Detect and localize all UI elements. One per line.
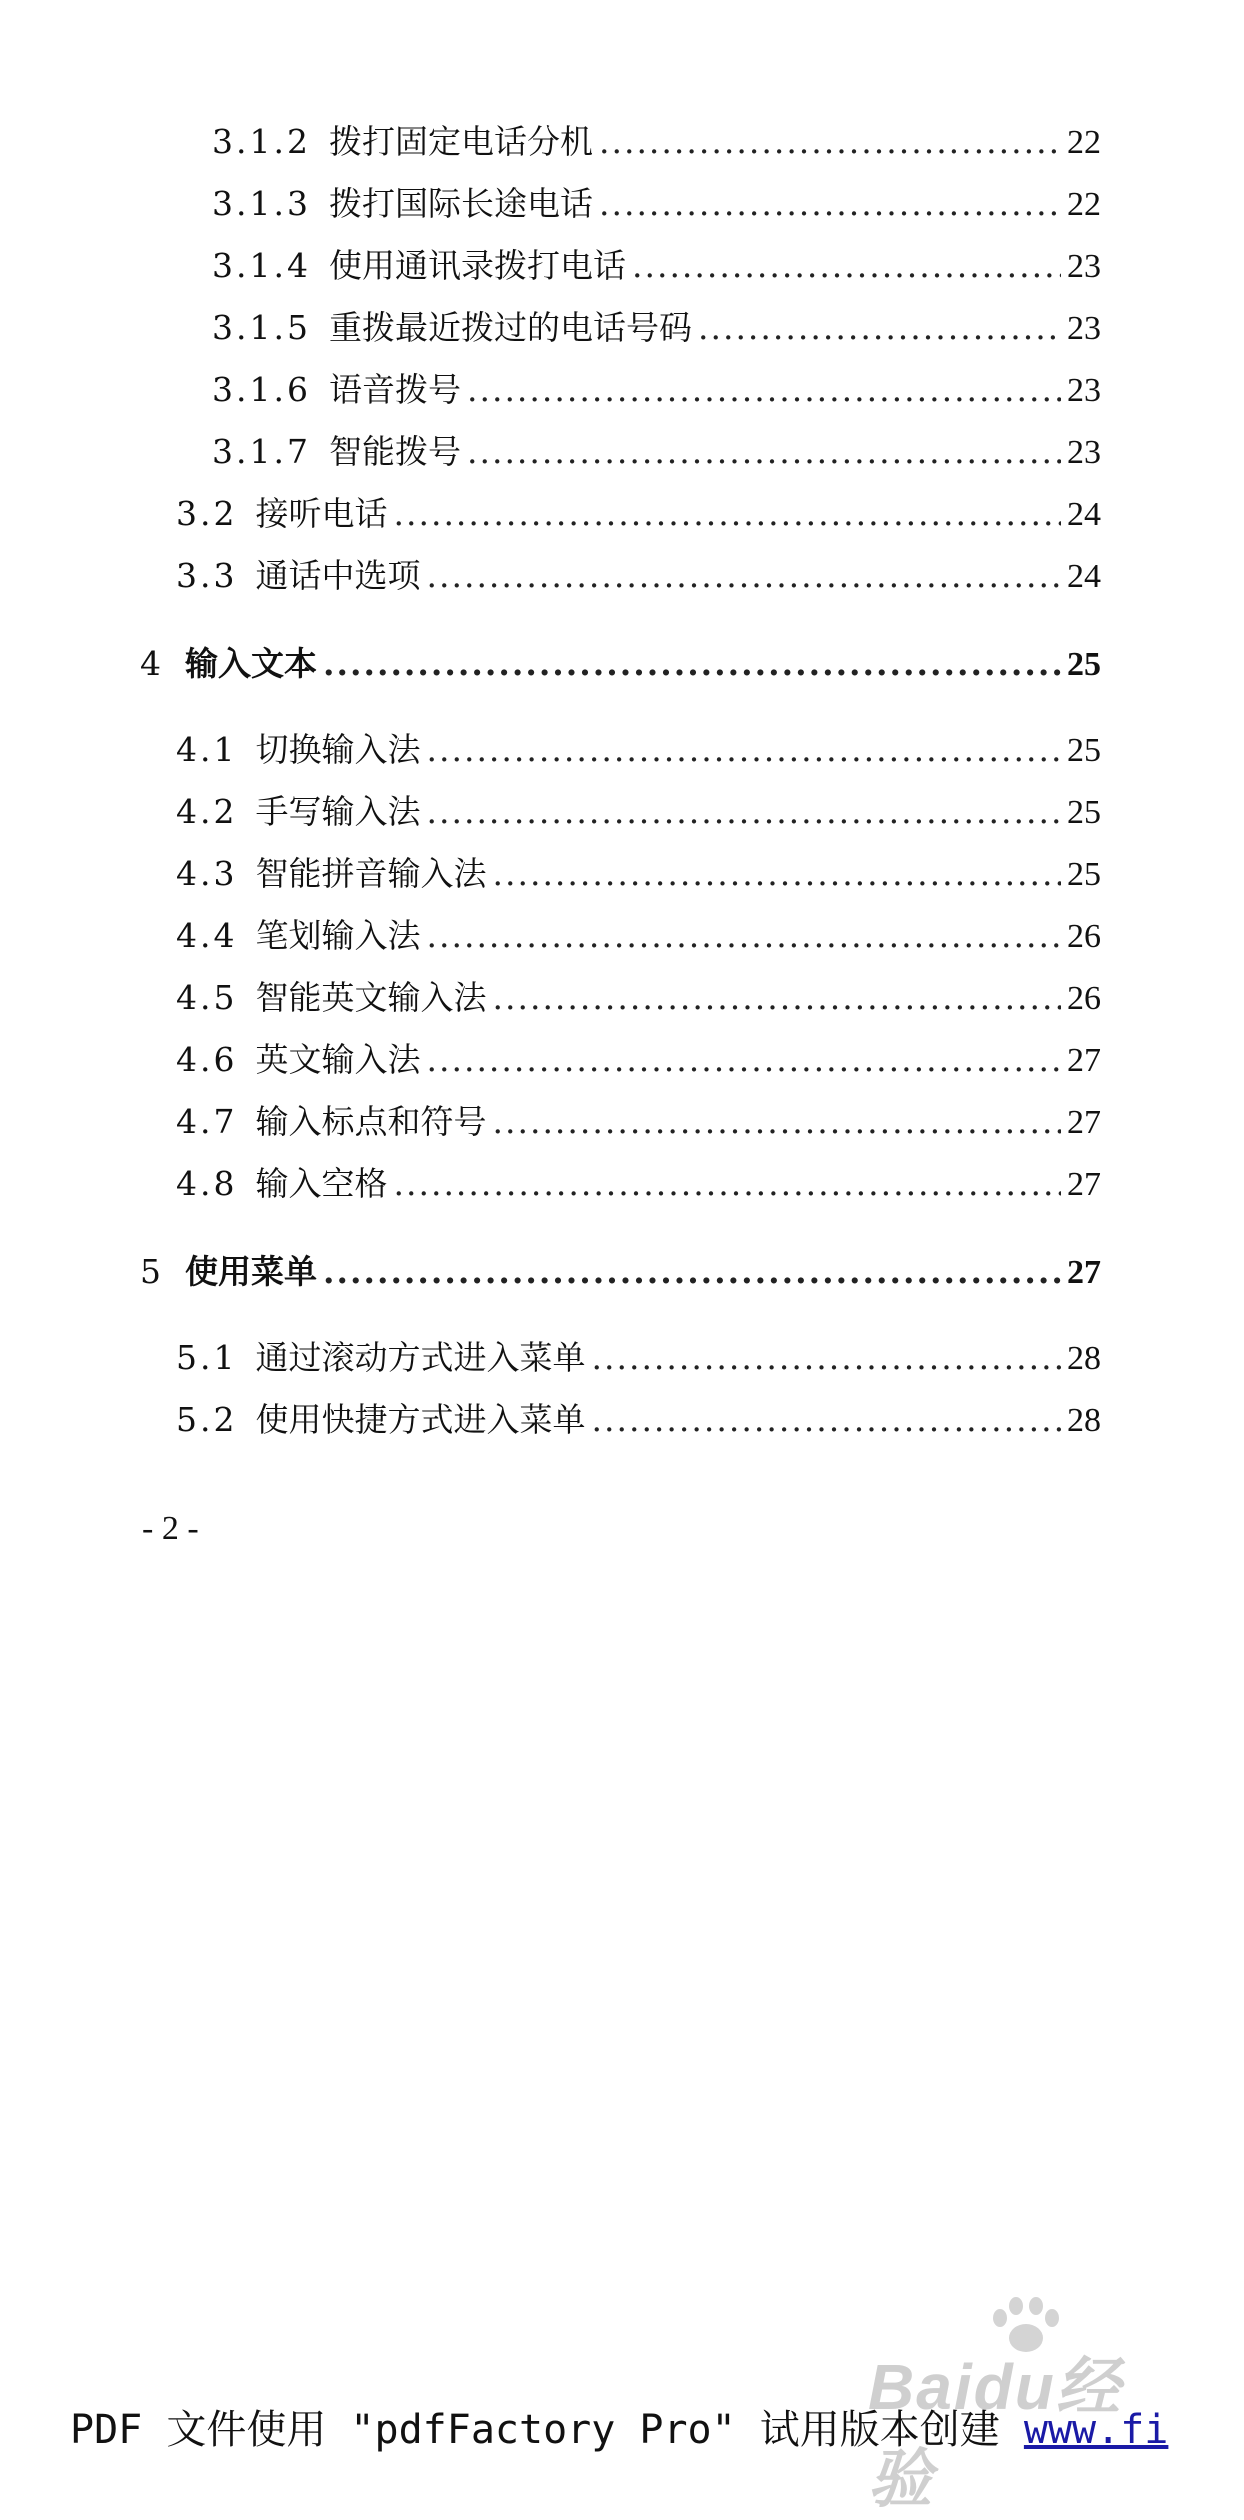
toc-entry-title: 重拨最近拨过的电话号码 (328, 308, 692, 347)
toc-entry-page: 26 (1067, 980, 1101, 1017)
toc-entry-page: 23 (1067, 248, 1101, 285)
toc-leader-dots (393, 1162, 1061, 1206)
watermark-text: Baidu经验 (868, 2351, 1122, 2515)
toc-entry-title: 通过滚动方式进入菜单 (255, 1338, 586, 1377)
toc-entry[interactable] (176, 1100, 1101, 1145)
toc-entry[interactable] (212, 182, 1101, 227)
toc-entry-title: 语音拨号 (328, 370, 461, 409)
footer-link[interactable]: www.fi (1023, 2407, 1169, 2453)
toc-entry-number: 4.6 (176, 1040, 238, 1079)
toc-entry-number: 3.1.2 (212, 122, 311, 161)
toc-entry-page: 24 (1067, 558, 1101, 595)
toc-entry-number: 4 (140, 644, 161, 683)
toc-entry-page: 28 (1067, 1340, 1101, 1377)
toc-leader-dots (492, 976, 1061, 1020)
toc-entry-title: 智能英文输入法 (255, 978, 487, 1017)
toc-leader-dots (393, 492, 1061, 536)
toc-entry[interactable] (212, 244, 1101, 289)
toc-entry-number: 4.5 (176, 978, 238, 1017)
toc-entry-page: 25 (1067, 794, 1101, 831)
toc-entry-title: 输入空格 (255, 1164, 388, 1203)
toc-entry-number: 3.1.5 (212, 308, 311, 347)
toc-entry[interactable] (212, 430, 1101, 475)
toc-leader-dots (591, 1398, 1061, 1442)
toc-leader-dots (467, 368, 1061, 412)
toc-entry-page: 25 (1067, 732, 1101, 769)
toc-entry-title: 智能拼音输入法 (255, 854, 487, 893)
toc-entry[interactable] (176, 1336, 1101, 1381)
toc-entry-page: 26 (1067, 918, 1101, 955)
toc-entry-title: 通话中选项 (255, 556, 421, 595)
toc-leader-dots (599, 120, 1061, 164)
toc-entry[interactable] (176, 852, 1101, 897)
toc-entry-title: 智能拨号 (328, 432, 461, 471)
toc-entry-page: 25 (1067, 856, 1101, 893)
toc-entry[interactable] (212, 368, 1101, 413)
toc-leader-dots (323, 1250, 1061, 1294)
toc-leader-dots (323, 642, 1061, 686)
toc-entry-page: 22 (1067, 124, 1101, 161)
toc-entry-number: 4.3 (176, 854, 238, 893)
toc-leader-dots (599, 182, 1061, 226)
toc-entry-page: 23 (1067, 310, 1101, 347)
toc-entry-page: 25 (1067, 646, 1101, 683)
toc-entry[interactable] (176, 1398, 1101, 1443)
pdf-footer (70, 2398, 1168, 2455)
toc-entry[interactable] (176, 790, 1101, 835)
toc-entry-title: 拨打国际长途电话 (328, 184, 593, 223)
toc-chapter-entry[interactable] (140, 1250, 1101, 1295)
toc-chapter-entry[interactable] (140, 642, 1101, 687)
toc-entry-page: 22 (1067, 186, 1101, 223)
toc-entry-title: 切换输入法 (255, 730, 421, 769)
toc-entry[interactable] (176, 976, 1101, 1021)
toc-entry[interactable] (176, 492, 1101, 537)
toc-entry-number: 4.4 (176, 916, 238, 955)
toc-entry-number: 5 (140, 1252, 161, 1291)
toc-entry[interactable] (176, 728, 1101, 773)
toc-leader-dots (591, 1336, 1061, 1380)
toc-entry-title: 笔划输入法 (255, 916, 421, 955)
toc-entry[interactable] (176, 554, 1101, 599)
toc-entry-number: 3.1.7 (212, 432, 311, 471)
toc-entry-page: 27 (1067, 1042, 1101, 1079)
toc-entry[interactable] (212, 120, 1101, 165)
toc-leader-dots (492, 1100, 1061, 1144)
toc-entry-number: 5.2 (176, 1400, 238, 1439)
toc-entry-number: 3.1.4 (212, 246, 311, 285)
toc-leader-dots (426, 1038, 1061, 1082)
toc-leader-dots (632, 244, 1061, 288)
toc-entry-number: 3.3 (176, 556, 238, 595)
toc-leader-dots (492, 852, 1061, 896)
toc-leader-dots (698, 306, 1061, 350)
toc-entry-number: 5.1 (176, 1338, 238, 1377)
toc-entry-number: 4.8 (176, 1164, 238, 1203)
toc-entry-page: 27 (1067, 1254, 1101, 1291)
toc-entry-page: 23 (1067, 372, 1101, 409)
toc-entry-title: 手写输入法 (255, 792, 421, 831)
toc-entry-number: 4.1 (176, 730, 238, 769)
toc-entry-page: 27 (1067, 1104, 1101, 1141)
toc-leader-dots (426, 914, 1061, 958)
toc-entry[interactable] (176, 1038, 1101, 1083)
toc-entry-title: 接听电话 (255, 494, 388, 533)
toc-entry-number: 4.7 (176, 1102, 238, 1141)
toc-entry-number: 4.2 (176, 792, 238, 831)
toc-entry[interactable] (176, 914, 1101, 959)
toc-entry-page: 24 (1067, 496, 1101, 533)
toc-entry-number: 3.1.6 (212, 370, 311, 409)
toc-leader-dots (426, 728, 1061, 772)
toc-entry-title: 使用通讯录拨打电话 (328, 246, 626, 285)
toc-leader-dots (467, 430, 1061, 474)
toc-entry-title: 输入文本 (185, 644, 317, 683)
toc-entry-title: 输入标点和符号 (255, 1102, 487, 1141)
toc-entry-number: 3.2 (176, 494, 238, 533)
toc-entry-page: 27 (1067, 1166, 1101, 1203)
toc-leader-dots (426, 790, 1061, 834)
page-number: - 2 - (142, 1510, 199, 1547)
toc-entry-page: 23 (1067, 434, 1101, 471)
toc-entry[interactable] (176, 1162, 1101, 1207)
toc-entry-title: 使用菜单 (185, 1252, 317, 1291)
toc-entry-number: 3.1.3 (212, 184, 311, 223)
footer-text: PDF 文件使用 "pdfFactory Pro" 试用版本创建 (70, 2407, 1024, 2453)
toc-entry[interactable] (212, 306, 1101, 351)
toc-entry-page: 28 (1067, 1402, 1101, 1439)
toc-entry-title: 拨打固定电话分机 (328, 122, 593, 161)
toc-leader-dots (426, 554, 1061, 598)
toc-entry-title: 使用快捷方式进入菜单 (255, 1400, 586, 1439)
toc-entry-title: 英文输入法 (255, 1040, 421, 1079)
